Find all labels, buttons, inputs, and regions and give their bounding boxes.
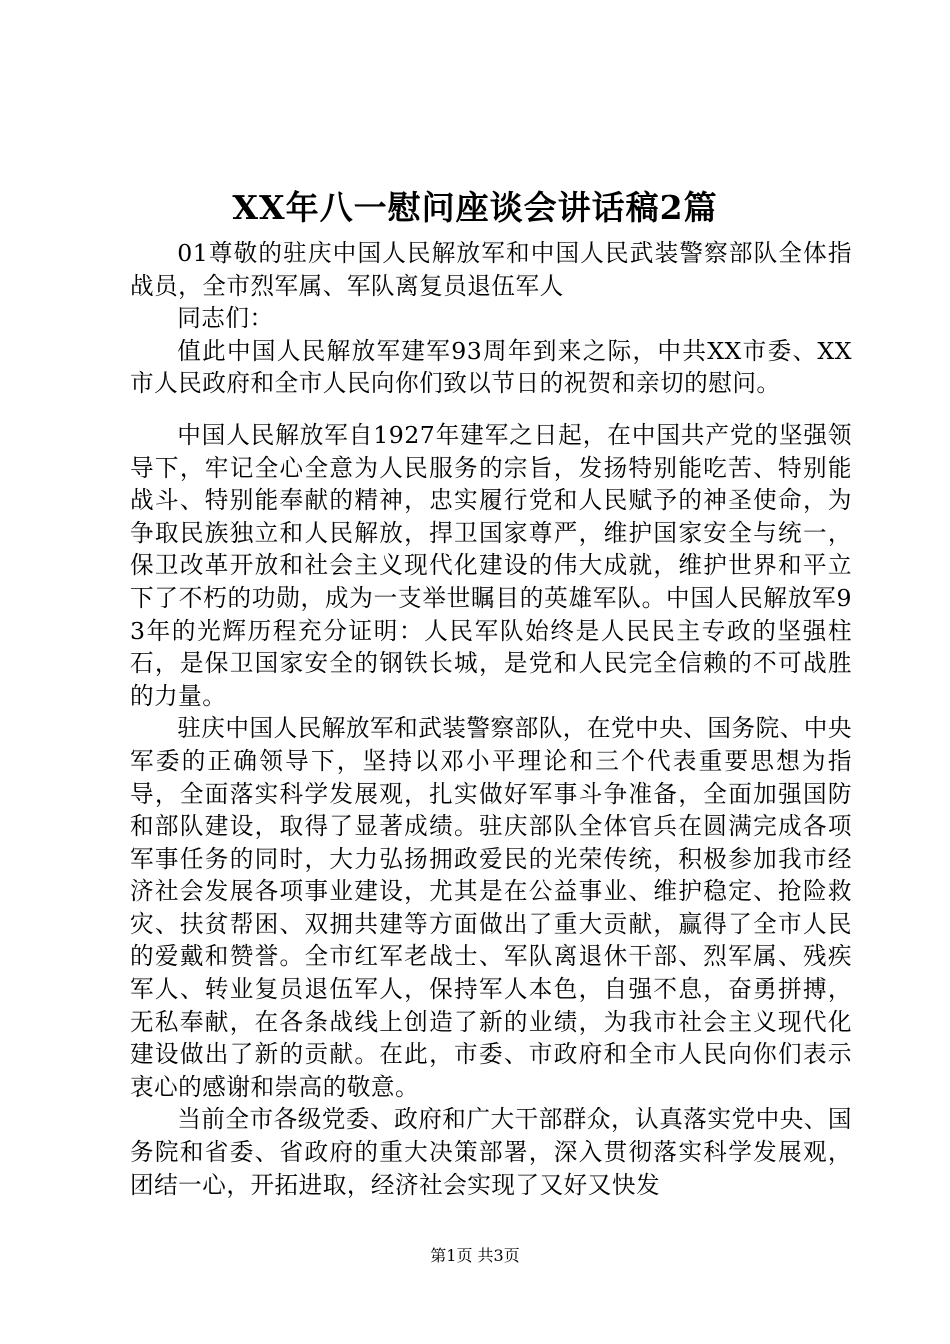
document-title: XX年八一慰问座谈会讲话稿2篇: [232, 188, 718, 227]
page-number-footer: 第1页 共3页: [430, 1246, 520, 1265]
paragraph-current-work: 当前全市各级党委、政府和广大干部群众，认真落实党中央、国务院和省委、省政府的重大决策部署，深入贯彻落实科学发展观，团结一心，开拓进取，经济社会实现了又好又快发: [130, 1105, 852, 1199]
document-body: [130, 237, 852, 1201]
paragraph-army-history: 中国人民解放军自1927年建军之日起，在中国共产党的坚强领导下，牢记全心全意为人民服务的宗旨，发扬特别能吃苦、特别能战斗、特别能奉献的精神，忠实履行党和人民赋予的神圣使命，为争取民族独立和人民解放，捍卫国家尊严，维护国家安全与统一，保卫改革开放和社会主义现代化建设的伟大成就，维护世界和平立下了不朽的功勋，成为一支举世瞩目的英雄军队。中国人民解放军93年的光辉历程充分证明：人民军队始终是人民民主专政的坚强柱石，是保卫国家安全的钢铁长城，是党和人民完全信赖的不可战胜的力量。: [130, 420, 852, 710]
paragraph-congratulations: 值此中国人民解放军建军93周年到来之际，中共XX市委、XX市人民政府和全市人民向你们致以节日的祝贺和亲切的慰问。: [130, 336, 852, 398]
paragraph-army-achievements: 驻庆中国人民解放军和武装警察部队，在党中央、国务院、中央军委的正确领导下，坚持以邓小平理论和三个代表重要思想为指导，全面落实科学发展观，扎实做好军事斗争准备，全面加强国防和部队建设，取得了显著成绩。驻庆部队全体官兵在圆满完成各项军事任务的同时，大力弘扬拥政爱民的光荣传统，积极参加我市经济社会发展各项事业建设，尤其是在公益事业、维护稳定、抢险救灾、扶贫帮困、双拥共建等方面做出了重大贡献，赢得了全市人民的爱戴和赞誉。全市红军老战士、军队离退休干部、烈军属、残疾军人、转业复员退伍军人，保持军人本色，自强不息，奋勇拼搏，无私奉献，在各条战线上创造了新的业绩，为我市社会主义现代化建设做出了新的贡献。在此，市委、市政府和全市人民向你们表示衷心的感谢和崇高的敬意。: [130, 714, 852, 1101]
paragraph-salutation: 01尊敬的驻庆中国人民解放军和中国人民武装警察部队全体指战员，全市烈军属、军队离复员退伍军人: [130, 239, 852, 300]
paragraph-greeting: 同志们：: [177, 304, 274, 333]
